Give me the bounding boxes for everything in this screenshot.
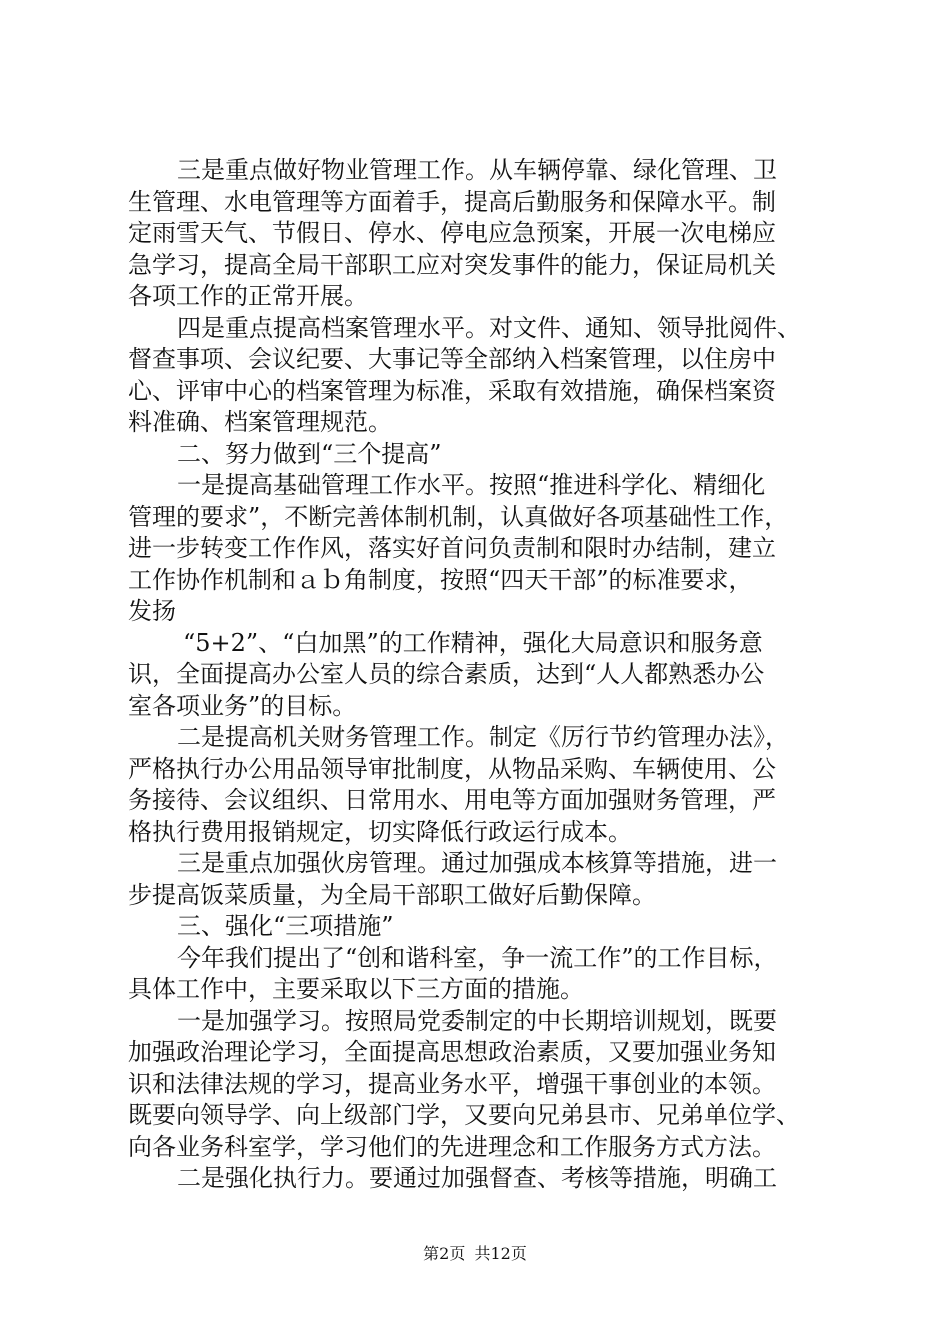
text-line: 二是强化执行力。要通过加强督查、考核等措施，明确工 bbox=[177, 1164, 777, 1192]
text-line: 料准确、档案管理规范。 bbox=[128, 408, 392, 436]
text-line: 识，全面提高办公室人员的综合素质，达到“人人都熟悉办公 bbox=[128, 660, 765, 688]
text-line: 各项工作的正常开展。 bbox=[128, 282, 368, 310]
text-line: 定雨雪天气、节假日、停水、停电应急预案，开展一次电梯应 bbox=[128, 219, 776, 247]
text-line: 二、努力做到“三个提高” bbox=[177, 439, 442, 468]
text-line: 急学习，提高全局干部职工应对突发事件的能力，保证局机关 bbox=[128, 250, 776, 279]
text-line: 具体工作中，主要采取以下三方面的措施。 bbox=[128, 975, 584, 1003]
text-line: 发扬 bbox=[128, 597, 176, 625]
page-footer bbox=[0, 1244, 950, 1264]
text-line: 四是重点提高档案管理水平。对文件、通知、领导批阅件、 bbox=[177, 313, 801, 342]
text-line: 今年我们提出了“创和谐科室，争一流工作”的工作目标， bbox=[177, 943, 778, 972]
text-line: 三、强化“三项措施” bbox=[177, 912, 394, 940]
text-line: 三是重点加强伙房管理。通过加强成本核算等措施，进一 bbox=[177, 849, 777, 877]
text-line: 进一步转变工作作风，落实好首问负责制和限时办结制，建立 bbox=[128, 534, 776, 562]
text-line: 心、评审中心的档案管理为标准，采取有效措施，确保档案资 bbox=[128, 376, 776, 405]
text-line: “5+2”、“白加黑”的工作精神，强化大局意识和服务意 bbox=[183, 628, 763, 657]
text-line: 格执行费用报销规定，切实降低行政运行成本。 bbox=[128, 817, 632, 846]
text-line: 一是提高基础管理工作水平。按照“推进科学化、精细化 bbox=[177, 471, 766, 499]
text-line: 识和法律法规的学习，提高业务水平，增强干事创业的本领。 bbox=[128, 1069, 776, 1098]
text-line: 既要向领导学、向上级部门学，又要向兄弟县市、兄弟单位学、 bbox=[128, 1101, 800, 1129]
page-total: 共12页 bbox=[474, 1244, 527, 1263]
text-line: 三是重点做好物业管理工作。从车辆停靠、绿化管理、卫 bbox=[177, 156, 777, 184]
text-line: 加强政治理论学习，全面提高思想政治素质，又要加强业务知 bbox=[128, 1038, 776, 1066]
text-line: 生管理、水电管理等方面着手，提高后勤服务和保障水平。制 bbox=[128, 187, 776, 216]
text-line: 一是加强学习。按照局党委制定的中长期培训规划，既要 bbox=[177, 1006, 777, 1035]
text-line: 严格执行办公用品领导审批制度，从物品采购、车辆使用、公 bbox=[128, 754, 776, 783]
text-line: 督查事项、会议纪要、大事记等全部纳入档案管理，以住房中 bbox=[128, 345, 776, 373]
text-line: 工作协作机制和ａｂ角制度，按照“四天干部”的标准要求， bbox=[128, 565, 753, 594]
text-line: 步提高饭菜质量，为全局干部职工做好后勤保障。 bbox=[128, 880, 656, 909]
text-line: 室各项业务”的目标。 bbox=[128, 691, 357, 720]
text-line: 向各业务科室学，学习他们的先进理念和工作服务方式方法。 bbox=[128, 1132, 776, 1161]
text-line: 管理的要求”，不断完善体制机制，认真做好各项基础性工作， bbox=[128, 502, 789, 531]
text-line: 二是提高机关财务管理工作。制定《厉行节约管理办法》， bbox=[177, 723, 789, 751]
document-body bbox=[128, 155, 830, 1195]
text-line: 务接待、会议组织、日常用水、用电等方面加强财务管理，严 bbox=[128, 786, 776, 814]
page-number: 第2页 bbox=[423, 1244, 466, 1263]
